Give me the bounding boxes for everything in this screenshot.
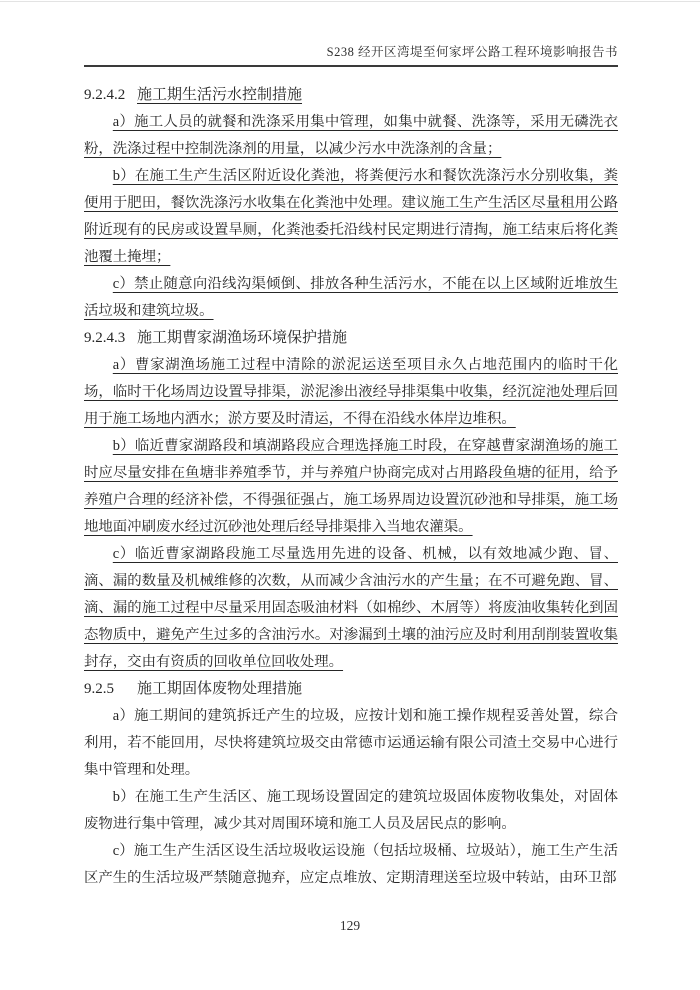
scan-edge [0, 1, 700, 2]
paragraph: b）在施工生产生活区、施工现场设置固定的建筑垃圾固体废物收集处，对固体废物进行集中管理，减少其对周围环境和施工人员及居民点的影响。 [84, 789, 618, 832]
section-heading-925 [84, 676, 618, 703]
paragraph: c）临近曹家湖路段施工尽量选用先进的设备、机械，以有效地减少跑、冒、滴、漏的数量及机械维修的次数，从而减少含油污水的产生量；在不可避免跑、冒、滴、漏的施工过程中尽量采用固态吸油材料（如棉纱、木屑等）将废油收集转化到固态物质中，避免产生过多的含油污水。对渗漏到土壤的油污应及时利用刮削装置收集封存，交由有资质的回收单位回收处理。 [84, 546, 618, 670]
page-number: 129 [339, 918, 361, 933]
paragraph: b）在施工生产生活区附近设化粪池，将粪便污水和餐饮洗涤污水分别收集，粪便用于肥田，餐饮洗涤污水收集在化粪池中处理。建议施工生产生活区尽量租用公路附近现有的民房或设置旱厕，化粪池委托沿线村民定期进行清掏，施工结束后将化粪池覆土掩埋； [84, 168, 618, 265]
section-heading-9242 [84, 82, 618, 109]
section-number: 9.2.4.3 [84, 330, 126, 346]
section-title: 施工期曹家湖渔场环境保护措施 [137, 330, 348, 346]
section-number: 9.2.5 [84, 681, 114, 697]
section-heading-9243 [84, 325, 618, 352]
page-header [84, 44, 618, 67]
paragraph: a）曹家湖渔场施工过程中清除的淤泥运送至项目永久占地范围内的临时干化场，临时干化场周边设置导排渠，淤泥渗出液经导排渠集中收集，经沉淀池处理后回用于施工场地内洒水；淤方要及时清运，不得在沿线水体岸边堆积。 [84, 357, 618, 427]
paragraph: a）施工期间的建筑拆迁产生的垃圾，应按计划和施工操作规程妥善处置，综合利用，若不能回用，尽快将建筑垃圾交由常德市运通运输有限公司渣土交易中心进行集中管理和处理。 [84, 708, 618, 778]
paragraph: b）临近曹家湖路段和填湖路段应合理选择施工时段，在穿越曹家湖渔场的施工时应尽量安排在鱼塘非养殖季节，并与养殖户协商完成对占用路段鱼塘的征用，给予养殖户合理的经济补偿，不得强征强占，施工场界周边设置沉砂池和导排渠，施工场地地面冲刷废水经过沉砂池处理后经导排渠排入当地农灌渠。 [84, 438, 618, 535]
document-body [84, 82, 618, 892]
section-number: 9.2.4.2 [84, 87, 126, 103]
section-title: 施工期生活污水控制措施 [137, 87, 303, 103]
section-title: 施工期固体废物处理措施 [137, 681, 303, 697]
header-title: S238 经开区湾堤至何家坪公路工程环境影响报告书 [326, 45, 618, 59]
paragraph: c）施工生产生活区设生活垃圾收运设施（包括垃圾桶、垃圾站），施工生产生活区产生的生活垃圾严禁随意抛弃，应定点堆放、定期清理送至垃圾中转站，由环卫部 [84, 843, 618, 886]
paragraph: a）施工人员的就餐和洗涤采用集中管理，如集中就餐、洗涤等，采用无磷洗衣粉，洗涤过程中控制洗涤剂的用量，以减少污水中洗涤剂的含量； [84, 114, 618, 157]
paragraph: c）禁止随意向沿线沟渠倾倒、排放各种生活污水，不能在以上区域附近堆放生活垃圾和建筑垃圾。 [84, 276, 618, 319]
